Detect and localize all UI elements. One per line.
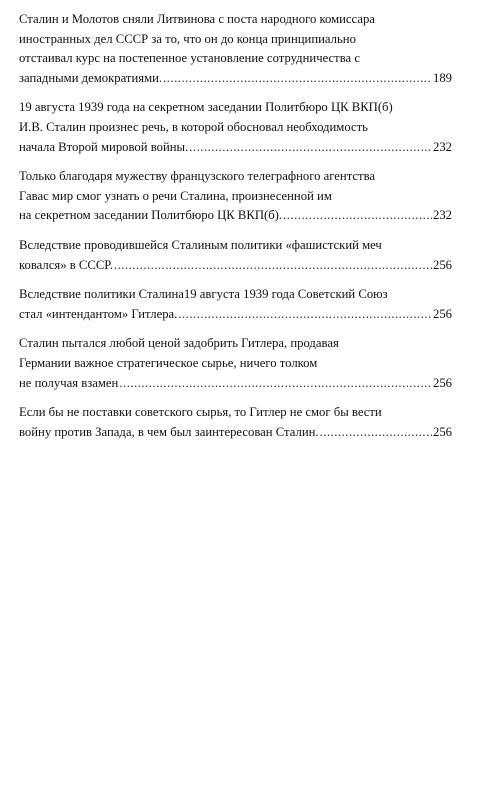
page-number: 256 bbox=[432, 306, 452, 321]
entry-text-line: Сталин и Молотов сняли Литвинова с поста народного комиссара bbox=[19, 12, 375, 26]
entry-text-line: западными демократиями. bbox=[19, 70, 163, 85]
toc-entry bbox=[19, 285, 452, 324]
page-number: 256 bbox=[432, 375, 452, 390]
toc-entry bbox=[19, 10, 452, 88]
dot-leader bbox=[178, 305, 432, 325]
entry-text-line: Сталин пытался любой ценой задобрить Гитлера, продавая bbox=[19, 336, 339, 351]
entry-last-line bbox=[19, 423, 452, 443]
toc-entry bbox=[19, 236, 452, 275]
entry-text-line: Только благодаря мужеству французского телеграфного агентства bbox=[19, 169, 376, 184]
entry-text-line: ковался» в СССР. bbox=[19, 257, 113, 272]
entry-last-line bbox=[19, 206, 452, 226]
entry-last-line bbox=[19, 305, 452, 325]
page-number: 189 bbox=[432, 70, 452, 85]
entry-text-line: 19 августа 1939 года на секретном заседании Политбюро ЦК ВКП(б) bbox=[19, 100, 393, 115]
page-number: 232 bbox=[432, 139, 452, 154]
entry-last-line bbox=[19, 69, 452, 89]
entry-text-line: на секретном заседании Политбюро ЦК ВКП(б). bbox=[19, 208, 283, 223]
toc-entry bbox=[19, 98, 452, 157]
dot-leader bbox=[189, 138, 432, 158]
entry-text-line: Гавас мир смог узнать о речи Сталина, произнесенной им bbox=[19, 188, 332, 203]
toc-entry bbox=[19, 403, 452, 442]
entry-last-line bbox=[19, 374, 452, 394]
entry-text-line: И.В. Сталин произнес речь, в которой обосновал необходимость bbox=[19, 119, 368, 134]
entry-text-line: Вследствие политики Сталина19 августа 1939 года Советский Союз bbox=[19, 287, 388, 302]
entry-text-line: начала Второй мировой войны. bbox=[19, 139, 189, 154]
entry-last-line bbox=[19, 138, 452, 158]
dot-leader bbox=[320, 423, 432, 443]
dot-leader bbox=[163, 69, 432, 89]
entry-last-line bbox=[19, 256, 452, 276]
dot-leader bbox=[119, 374, 432, 394]
entry-text-line: Вследствие проводившейся Сталиным политики «фашистский меч bbox=[19, 237, 382, 252]
toc-entry bbox=[19, 167, 452, 226]
entry-text-line: отстаивал курс на постепенное установление сотрудничества с bbox=[19, 51, 360, 66]
dot-leader bbox=[114, 256, 432, 276]
toc-entry bbox=[19, 334, 452, 393]
page-number: 232 bbox=[432, 208, 452, 223]
entry-text-line: Германии важное стратегическое сырье, ничего толком bbox=[19, 355, 318, 370]
entry-text-line: не получая взамен bbox=[19, 375, 119, 390]
page-number: 256 bbox=[432, 257, 452, 272]
entry-text-line: иностранных дел СССР за то, что он до конца принципиально bbox=[19, 31, 356, 46]
dot-leader bbox=[283, 206, 432, 226]
entry-text-line: стал «интендантом» Гитлера. bbox=[19, 306, 178, 321]
entry-text-line: войну против Запада, в чем был заинтересован Сталин. bbox=[19, 424, 319, 439]
entry-text-line: Если бы не поставки советского сырья, то Гитлер не смог бы вести bbox=[19, 405, 382, 420]
page-number: 256 bbox=[432, 424, 452, 439]
